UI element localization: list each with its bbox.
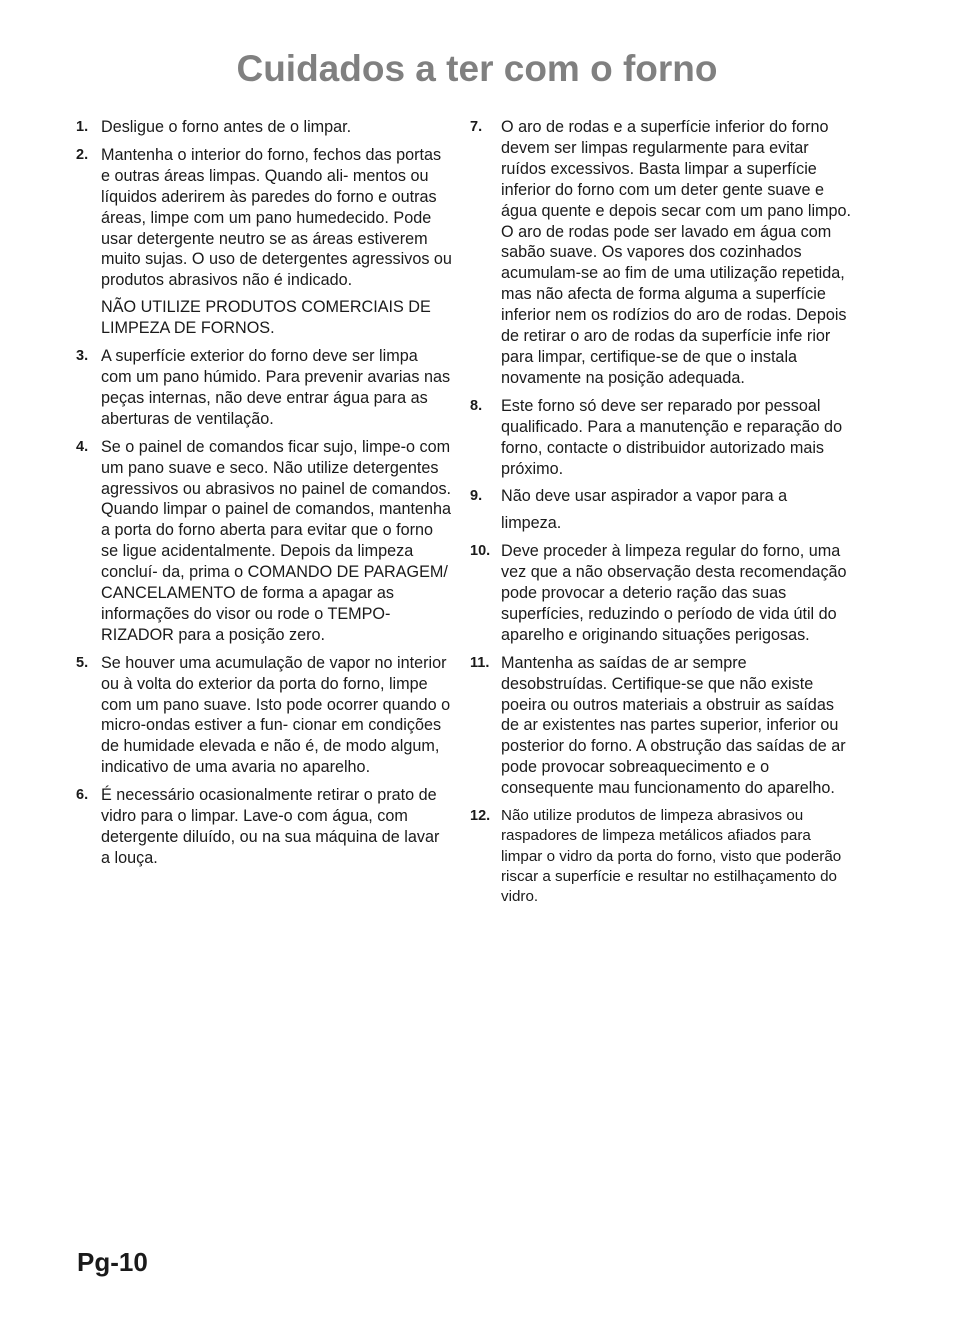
list-item-6 <box>76 785 452 869</box>
item-text: Desligue o forno antes de o limpar. <box>101 118 352 136</box>
left-column <box>76 117 452 876</box>
list-item-7 <box>470 117 852 389</box>
list-item-4 <box>76 437 452 646</box>
item-number: 8. <box>470 397 483 414</box>
item-warning-text: NÃO UTILIZE PRODUTOS COMERCIAIS DE LIMPEZA DE FORNOS. <box>101 298 431 338</box>
item-text: Se houver uma acumulação de vapor no interior ou à volta do exterior da porta do forno, limpe com um pano suave. Isto pode ocorrer quando o micro-ondas estiver a fun- cionar em condições de humidade elevada e não é, de modo algum, indicativo de uma avaria no aparelho. <box>101 653 451 777</box>
item-number: 6. <box>76 787 89 804</box>
item-text: Mantenha o interior do forno, fechos das portas e outras áreas limpas. Quando ali- mentos ou líquidos aderirem às paredes do forno e outras áreas, limpe com um pano humedecido. Pode usar detergente neutro se as áreas estiverem muito sujas. O uso de detergentes agressivos ou produtos abrasivos não é indicado. <box>101 145 452 290</box>
list-item-11 <box>470 653 852 799</box>
page-title: Cuidados a ter com o forno <box>236 48 718 89</box>
item-text: Não deve usar aspirador a vapor para a <box>501 487 788 506</box>
item-text: O aro de rodas e a superfície inferior do forno devem ser limpas regularmente para evitar ruídos excessivos. Basta limpar a superfície inferior do forno com um deter gente suave e água quente e depois secar com um pano limpo. O aro de rodas pode ser lavado em água com sabão suave. Os vapores dos cozinhados acumulam-se ao fim de uma utilização repetida, mas não afecta de forma alguma a superfície inferior nem os rodízios do aro de rodas. Depois de retirar o aro de rodas da superfície infe rior para limpar, certifique-se de que o instala novamente na posição adequada. <box>501 118 852 387</box>
item-text: Mantenha as saídas de ar sempre desobstruídas. Certifique-se que não existe poeira ou outros materiais a obstruir as saídas de ar existentes nas partes superior, inferior ou posterior do forno. A obstrução das saídas de ar pode provocar sobreaquecimento e o consequente mau funcionamento do aparelho. <box>501 653 846 798</box>
item-number: 4. <box>76 438 89 455</box>
item-number: 3. <box>76 348 89 365</box>
item-number: 9. <box>470 488 483 505</box>
item-text: Deve proceder à limpeza regular do forno, uma vez que a não observação desta recomendação pode provocar a deterio ração das suas superfícies, reduzindo o período de vida útil do aparelho e originando situações perigosas. <box>501 542 847 644</box>
page-number: Pg-10 <box>77 1247 148 1277</box>
item-text-continued: limpeza. <box>501 514 562 533</box>
item-text: A superfície exterior do forno deve ser limpa com um pano húmido. Para prevenir avarias nas peças internas, não deve entrar água para as aberturas de ventilação. <box>101 347 451 428</box>
list-item-1 <box>76 117 452 138</box>
item-number: 1. <box>76 119 89 135</box>
item-number: 7. <box>470 119 483 135</box>
item-text: Este forno só deve ser reparado por pessoal qualificado. Para a manutenção e reparação do forno, contacte o distribuidor autorizado mais próximo. <box>501 396 843 478</box>
item-number: 10. <box>470 543 491 560</box>
item-text: Não utilize produtos de limpeza abrasivos ou raspadores de limpeza metálicos afiados para limpar o vidro da porta do forno, visto que poderão riscar a superfície e resultar no estilhaçamento do vidro. <box>501 807 842 905</box>
list-item-9 <box>470 486 852 534</box>
list-item-12 <box>470 806 852 907</box>
list-item-8 <box>470 396 852 480</box>
list-item-5 <box>76 653 452 778</box>
right-column <box>470 117 852 914</box>
list-item-10 <box>470 541 852 646</box>
list-item-3 <box>76 346 452 430</box>
item-text: Se o painel de comandos ficar sujo, limpe-o com um pano suave e seco. Não utilize detergentes agressivos ou abrasivos no painel de comandos. Quando limpar o painel de comandos, mantenha a porta do forno aberta para evitar que o forno se ligue acidentalmente. Depois da limpeza concluí- da, prima o COMANDO DE PARAGEM/ CANCELAMENTO de forma a apagar as informações do visor ou rode o TEMPO- RIZADOR para a posição zero. <box>101 437 452 644</box>
item-number: 5. <box>76 654 89 671</box>
item-number: 11. <box>470 654 490 671</box>
item-number: 12. <box>470 808 491 825</box>
list-item-2 <box>76 145 452 339</box>
item-number: 2. <box>76 146 89 163</box>
item-text: É necessário ocasionalmente retirar o prato de vidro para o limpar. Lave-o com água, com detergente diluído, ou na sua máquina de lavar a louça. <box>101 786 440 867</box>
